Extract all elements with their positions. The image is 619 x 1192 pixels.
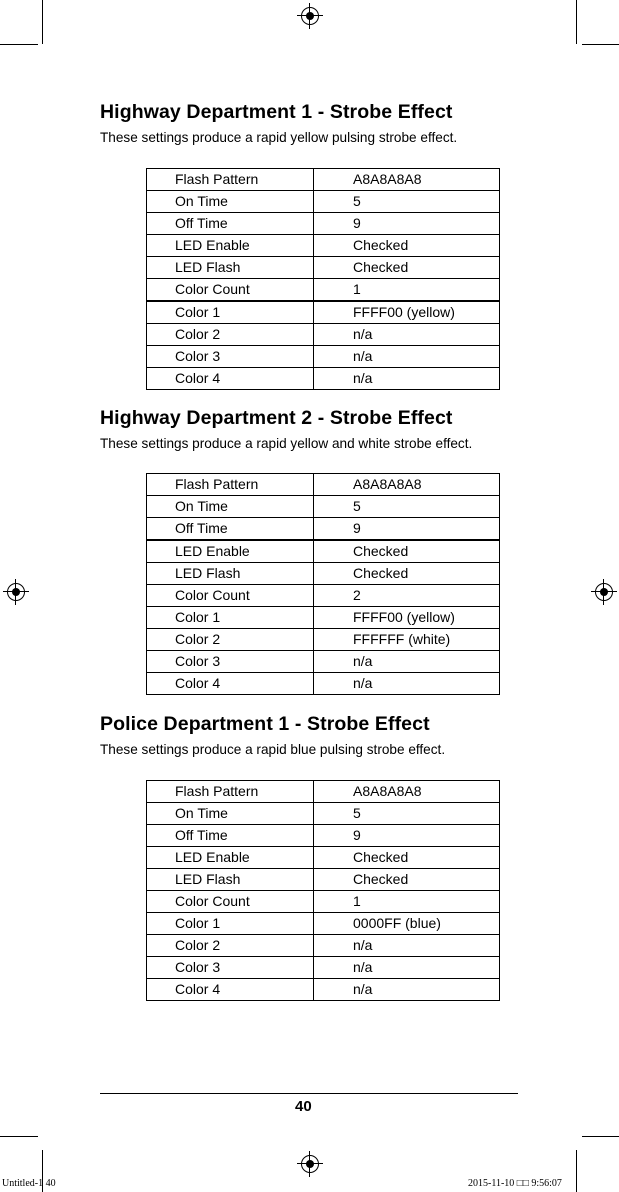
registration-mark-icon bbox=[301, 1155, 319, 1173]
setting-name: LED Enable bbox=[147, 540, 314, 563]
table-row bbox=[147, 825, 500, 847]
setting-value: 9 bbox=[314, 213, 500, 235]
setting-value: 9 bbox=[314, 825, 500, 847]
table-row bbox=[147, 496, 500, 518]
setting-value: 1 bbox=[314, 891, 500, 913]
section-description: These settings produce a rapid blue pulsing strobe effect. bbox=[100, 742, 446, 757]
setting-value: 9 bbox=[314, 518, 500, 541]
setting-name: Flash Pattern bbox=[147, 169, 314, 191]
setting-value: 2 bbox=[314, 585, 500, 607]
setting-name: Color 1 bbox=[147, 301, 314, 324]
table-row bbox=[147, 540, 500, 563]
table-row bbox=[147, 585, 500, 607]
crop-mark bbox=[0, 1136, 38, 1137]
setting-value: FFFF00 (yellow) bbox=[314, 607, 500, 629]
setting-name: Off Time bbox=[147, 825, 314, 847]
table-row bbox=[147, 803, 500, 825]
setting-value: n/a bbox=[314, 651, 500, 673]
setting-name: Off Time bbox=[147, 518, 314, 541]
setting-value: n/a bbox=[314, 368, 500, 390]
setting-name: LED Flash bbox=[147, 257, 314, 279]
setting-name: Color 4 bbox=[147, 673, 314, 695]
setting-name: Color 1 bbox=[147, 913, 314, 935]
setting-name: Flash Pattern bbox=[147, 474, 314, 496]
table-row bbox=[147, 979, 500, 1001]
setting-value: Checked bbox=[314, 257, 500, 279]
setting-name: Color 3 bbox=[147, 346, 314, 368]
settings-table bbox=[146, 780, 500, 1001]
setting-value: FFFFFF (white) bbox=[314, 629, 500, 651]
page-number: 40 bbox=[295, 1098, 312, 1115]
setting-value: n/a bbox=[314, 673, 500, 695]
setting-name: Color 2 bbox=[147, 324, 314, 346]
registration-mark-icon bbox=[7, 583, 25, 601]
section-title: Highway Department 2 - Strobe Effect bbox=[100, 407, 453, 429]
section-police-1 bbox=[100, 712, 530, 756]
table-row bbox=[147, 891, 500, 913]
table-row bbox=[147, 651, 500, 673]
crop-mark bbox=[582, 1136, 619, 1137]
setting-name: Color 4 bbox=[147, 979, 314, 1001]
setting-value: 5 bbox=[314, 496, 500, 518]
table-row bbox=[147, 781, 500, 803]
settings-table bbox=[146, 168, 500, 390]
setting-name: Color Count bbox=[147, 279, 314, 302]
setting-name: Color 2 bbox=[147, 629, 314, 651]
setting-value: n/a bbox=[314, 957, 500, 979]
crop-mark bbox=[42, 0, 43, 44]
print-slug-filename: Untitled-1 40 bbox=[2, 1178, 56, 1189]
section-highway-2 bbox=[100, 406, 530, 450]
setting-name: Color 2 bbox=[147, 935, 314, 957]
setting-name: Color 3 bbox=[147, 651, 314, 673]
table-row bbox=[147, 257, 500, 279]
setting-value: FFFF00 (yellow) bbox=[314, 301, 500, 324]
registration-mark-icon bbox=[595, 583, 613, 601]
setting-value: Checked bbox=[314, 540, 500, 563]
table-row bbox=[147, 869, 500, 891]
setting-name: On Time bbox=[147, 803, 314, 825]
crop-mark bbox=[576, 1150, 577, 1192]
setting-name: LED Enable bbox=[147, 235, 314, 257]
table-row bbox=[147, 474, 500, 496]
settings-table bbox=[146, 473, 500, 695]
section-highway-1 bbox=[100, 100, 530, 144]
setting-name: LED Enable bbox=[147, 847, 314, 869]
setting-value: n/a bbox=[314, 346, 500, 368]
crop-mark bbox=[582, 44, 619, 45]
setting-value: Checked bbox=[314, 563, 500, 585]
crop-mark bbox=[576, 0, 577, 44]
setting-name: Color Count bbox=[147, 891, 314, 913]
setting-name: LED Flash bbox=[147, 869, 314, 891]
section-title: Highway Department 1 - Strobe Effect bbox=[100, 101, 453, 123]
setting-name: Color 3 bbox=[147, 957, 314, 979]
footer-divider bbox=[100, 1093, 518, 1094]
print-slug-timestamp: 2015-11-10 □□ 9:56:07 bbox=[468, 1178, 562, 1189]
registration-mark-icon bbox=[301, 7, 319, 25]
setting-value: A8A8A8A8 bbox=[314, 781, 500, 803]
table-row bbox=[147, 368, 500, 390]
table-row bbox=[147, 847, 500, 869]
table-row bbox=[147, 563, 500, 585]
setting-value: Checked bbox=[314, 847, 500, 869]
setting-name: Off Time bbox=[147, 213, 314, 235]
setting-value: n/a bbox=[314, 324, 500, 346]
crop-mark bbox=[0, 44, 38, 45]
setting-value: Checked bbox=[314, 235, 500, 257]
table-row bbox=[147, 301, 500, 324]
section-description: These settings produce a rapid yellow pulsing strobe effect. bbox=[100, 130, 458, 145]
setting-name: Color 1 bbox=[147, 607, 314, 629]
setting-value: n/a bbox=[314, 979, 500, 1001]
setting-name: Color 4 bbox=[147, 368, 314, 390]
setting-value: n/a bbox=[314, 935, 500, 957]
setting-name: Flash Pattern bbox=[147, 781, 314, 803]
table-row bbox=[147, 213, 500, 235]
setting-value: 5 bbox=[314, 191, 500, 213]
table-row bbox=[147, 913, 500, 935]
setting-name: On Time bbox=[147, 191, 314, 213]
table-row bbox=[147, 346, 500, 368]
table-row bbox=[147, 279, 500, 302]
table-row bbox=[147, 673, 500, 695]
setting-name: LED Flash bbox=[147, 563, 314, 585]
table-row bbox=[147, 191, 500, 213]
table-row bbox=[147, 235, 500, 257]
table-row bbox=[147, 935, 500, 957]
table-row bbox=[147, 324, 500, 346]
setting-value: 1 bbox=[314, 279, 500, 302]
table-row bbox=[147, 169, 500, 191]
setting-value: A8A8A8A8 bbox=[314, 474, 500, 496]
table-row bbox=[147, 607, 500, 629]
table-row bbox=[147, 629, 500, 651]
section-description: These settings produce a rapid yellow and white strobe effect. bbox=[100, 436, 473, 451]
table-row bbox=[147, 957, 500, 979]
setting-name: On Time bbox=[147, 496, 314, 518]
setting-value: Checked bbox=[314, 869, 500, 891]
setting-value: 0000FF (blue) bbox=[314, 913, 500, 935]
setting-value: 5 bbox=[314, 803, 500, 825]
table-row bbox=[147, 518, 500, 541]
setting-name: Color Count bbox=[147, 585, 314, 607]
setting-value: A8A8A8A8 bbox=[314, 169, 500, 191]
section-title: Police Department 1 - Strobe Effect bbox=[100, 713, 430, 735]
